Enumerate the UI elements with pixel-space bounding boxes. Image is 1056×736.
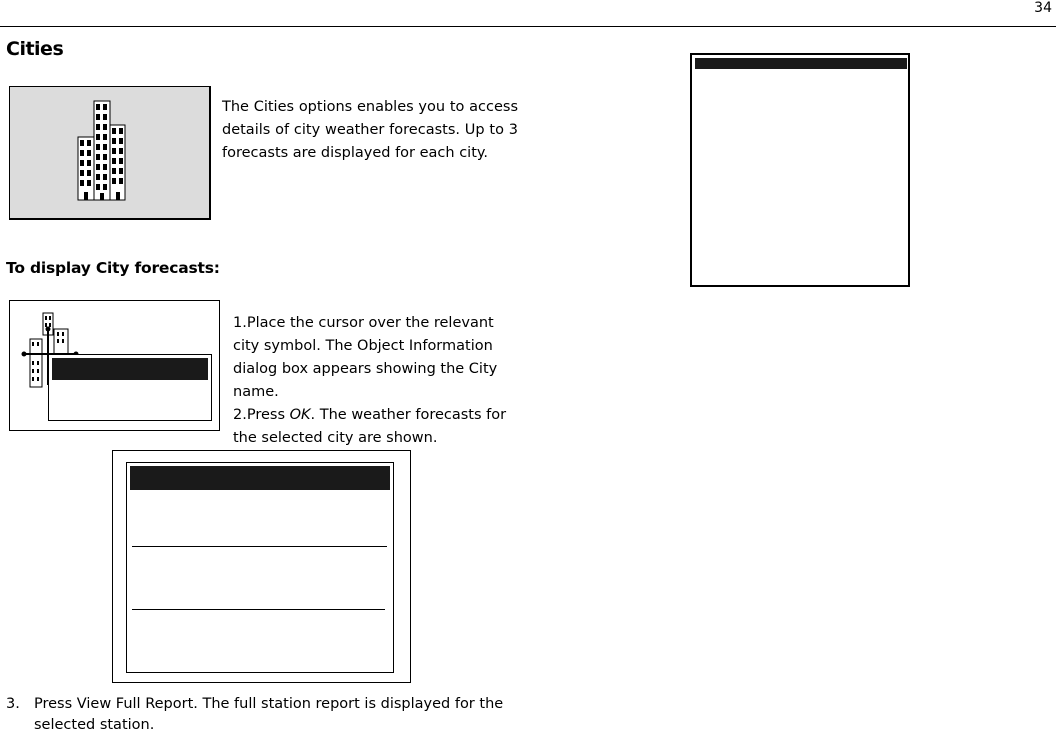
forecast-panel <box>126 462 394 673</box>
step-2-prefix: 2.Press <box>233 407 290 423</box>
cities-illustration <box>9 86 211 220</box>
intro-paragraph: The Cities options enables you to access details of city weather forecasts. Up to 3 forecasts are displayed for each city. <box>222 99 518 161</box>
procedure-steps <box>233 312 523 450</box>
page-number: 34 <box>1034 0 1052 16</box>
forecast-title-bar <box>130 466 390 490</box>
step-2-text <box>233 404 523 450</box>
step-3-line-2: selected station. <box>34 717 155 733</box>
step-3-number: 3. <box>6 696 20 712</box>
section-title: Cities <box>6 38 64 60</box>
procedure-heading: To display City forecasts: <box>6 259 220 277</box>
forecast-divider-1 <box>132 546 387 547</box>
city-buildings-icon <box>10 87 209 218</box>
full-report-illustration <box>690 53 910 287</box>
header-rule <box>0 26 1056 27</box>
step-3-text <box>6 694 526 736</box>
forecast-dialog-illustration <box>112 450 411 683</box>
object-info-dialog <box>48 354 212 421</box>
ok-key-label: OK <box>289 407 311 423</box>
dialog-title-bar <box>52 358 208 380</box>
step-3-line-1: Press View Full Report. The full station report is displayed for the <box>34 696 504 712</box>
step-2-suffix: . The weather forecasts for the selected city are shown. <box>233 407 507 446</box>
report-title-bar <box>695 58 907 69</box>
forecast-divider-2 <box>132 609 385 610</box>
step-1-text: 1.Place the cursor over the relevant city symbol. The Object Information dialog box appears showing the City name. <box>233 315 498 400</box>
